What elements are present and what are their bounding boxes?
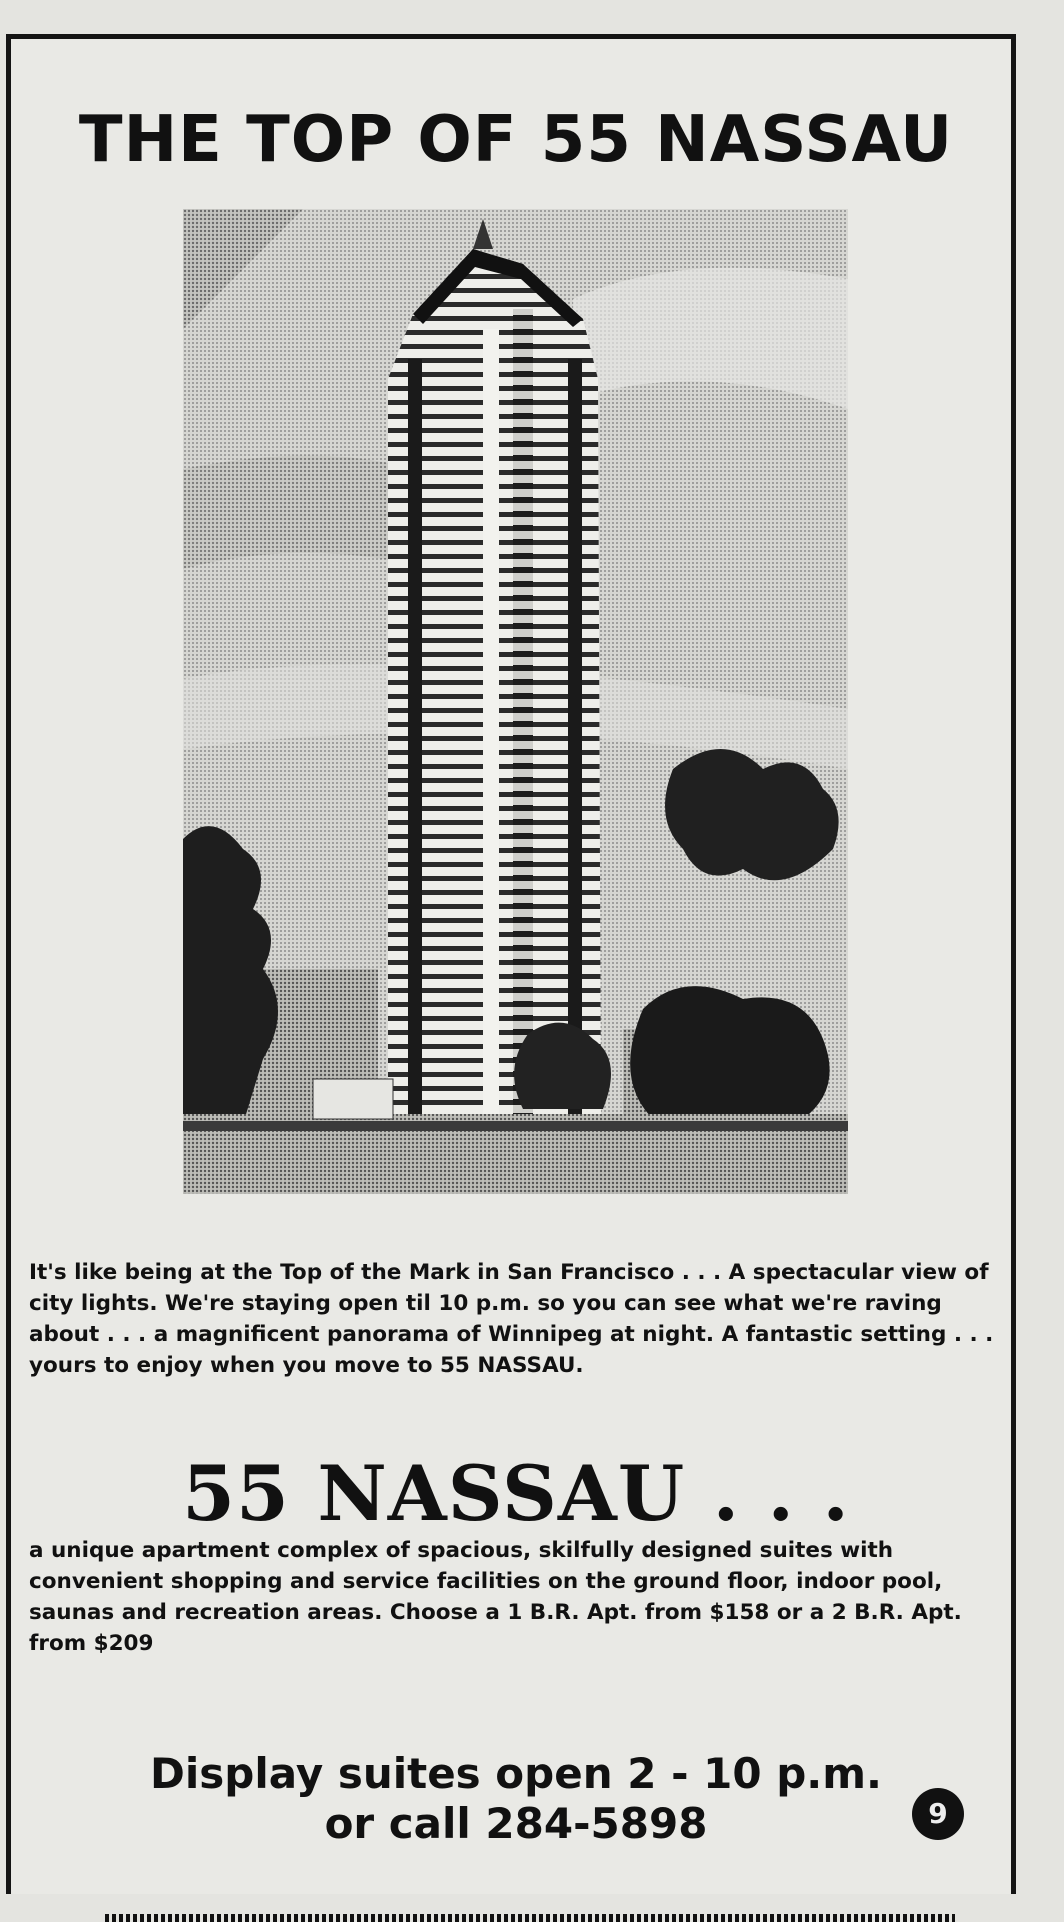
cta-hours: Display suites open 2 - 10 p.m. xyxy=(150,1749,882,1798)
ad-headline: THE TOP OF 55 NASSAU xyxy=(78,103,954,177)
ad-description: a unique apartment complex of spacious, skilfully designed suites with convenient shopping and service facilities on the ground floor, indoor pool, saunas and recreation areas. Choose a 1 B.R. Apt. from $158 or a 2 B.R. Apt. from $209 xyxy=(29,1538,962,1656)
brand-name: 55 NASSAU . . . xyxy=(182,1449,850,1538)
apartment-tower-rendering-icon xyxy=(183,209,848,1194)
ad-frame xyxy=(6,34,1016,1894)
tower-rendering-image xyxy=(183,209,848,1194)
number-badge: 9 xyxy=(912,1788,964,1840)
ad-body-text: It's like being at the Top of the Mark in San Francisco . . . A spectacular view of city lights. We're staying open til 10 p.m. so you can see what we're raving about . . . a magnificent panorama of Winnipeg at night. A fantastic setting . . . yours to enjoy when you move to 55 NASSAU. xyxy=(29,1260,994,1378)
call-to-action xyxy=(11,1749,1021,1849)
cta-phone: or call 284-5898 xyxy=(324,1799,708,1848)
dotted-divider xyxy=(105,1914,955,1922)
